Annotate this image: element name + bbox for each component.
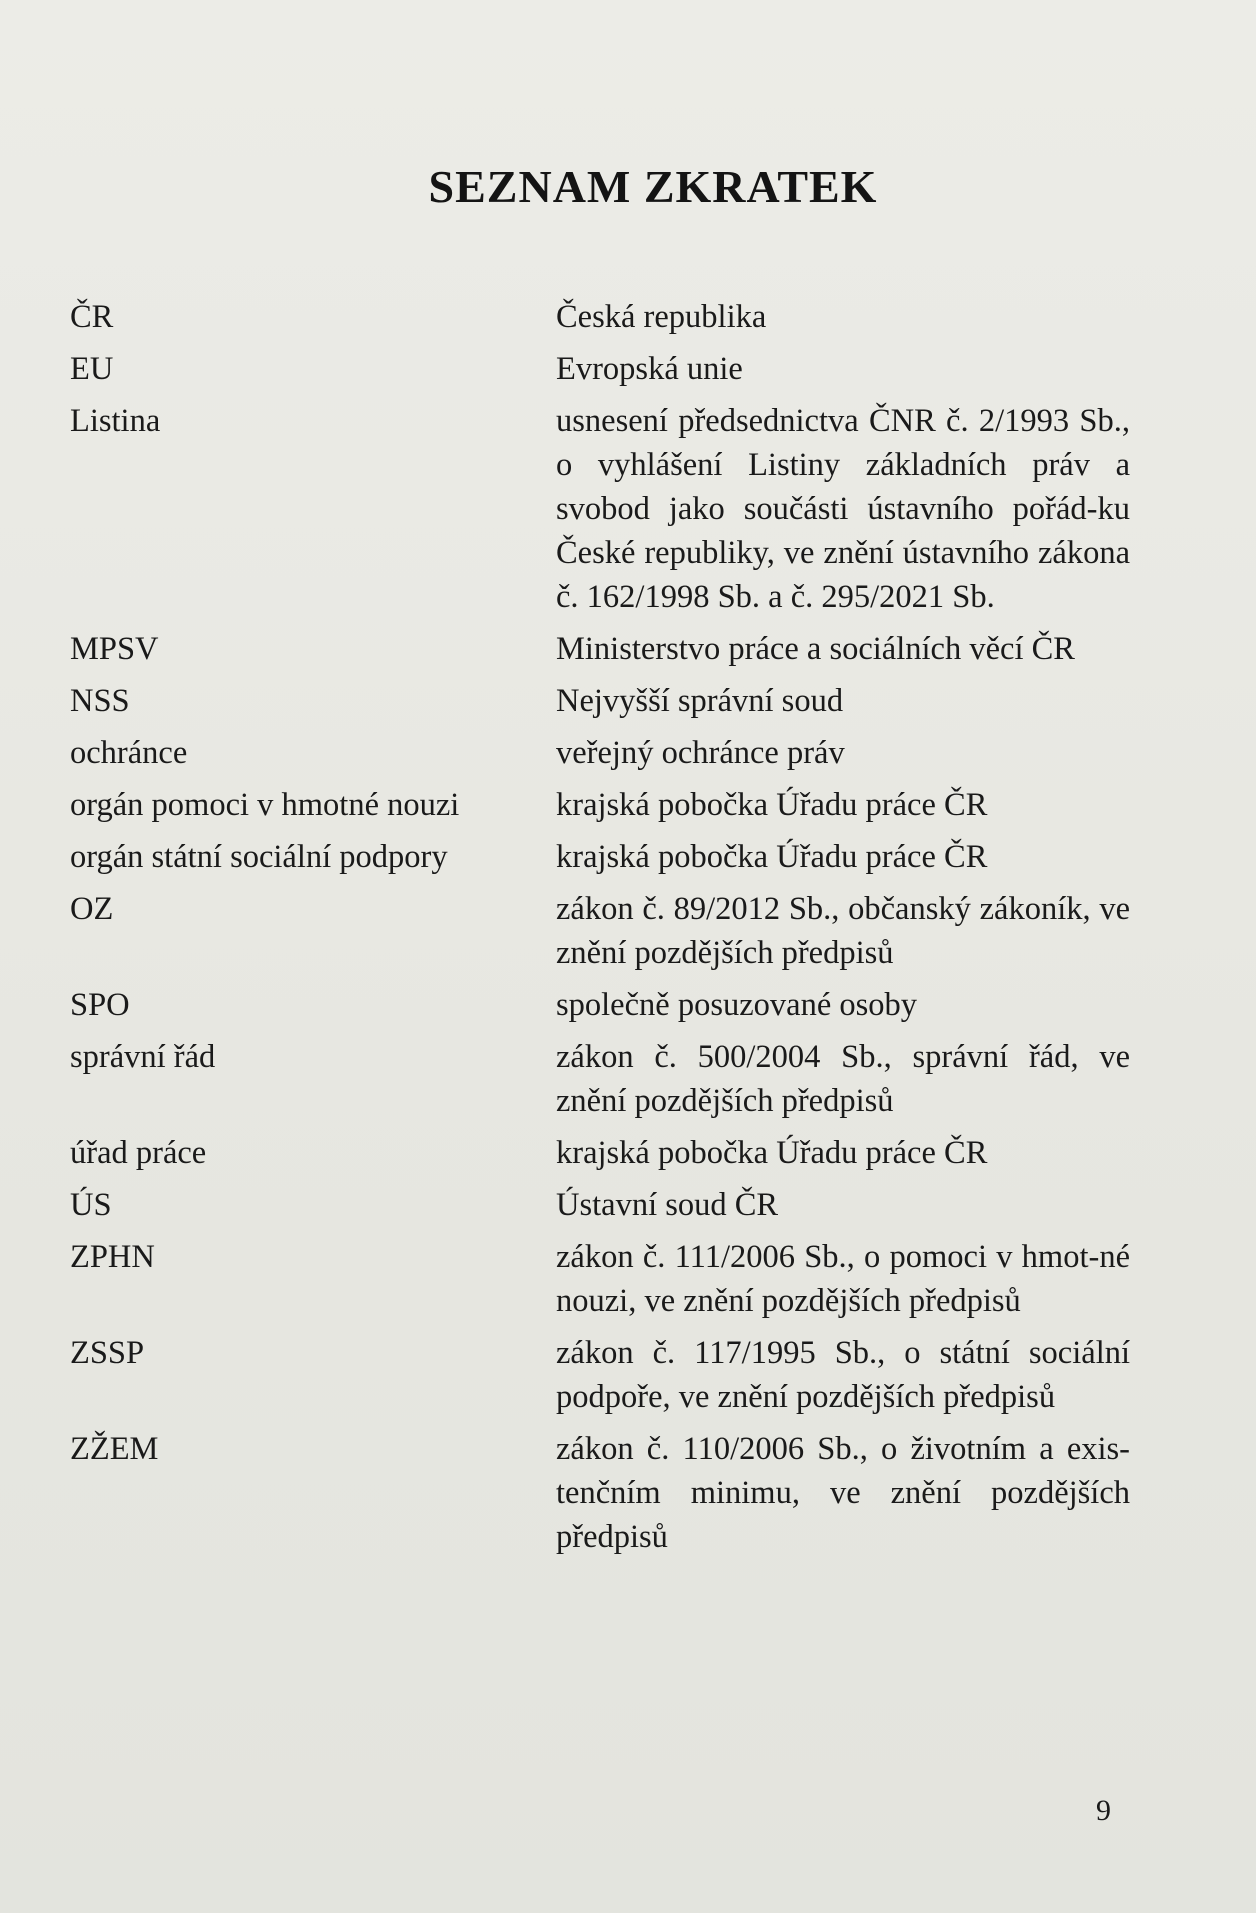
- abbreviation-meaning: zákon č. 111/2006 Sb., o pomoci v hmot-né nouzi, ve znění pozdějších předpisů: [556, 1239, 1130, 1319]
- abbreviation-entry: [70, 983, 1130, 1027]
- abbreviation-entry: [70, 887, 1130, 975]
- abbreviation-meaning: krajská pobočka Úřadu práce ČR: [556, 1135, 988, 1171]
- abbreviation-meaning: veřejný ochránce práv: [556, 735, 845, 771]
- abbreviation-entry: [70, 1427, 1130, 1559]
- abbreviation-entry: [70, 679, 1130, 723]
- abbreviation-term: ÚS: [70, 1187, 112, 1223]
- abbreviation-term: MPSV: [70, 631, 159, 667]
- abbreviation-meaning: společně posuzované osoby: [556, 987, 918, 1023]
- abbreviation-list: [70, 295, 1130, 1567]
- abbreviation-term: Listina: [70, 403, 161, 439]
- abbreviation-entry: [70, 1183, 1130, 1227]
- abbreviation-meaning: krajská pobočka Úřadu práce ČR: [556, 839, 988, 875]
- abbreviation-entry: [70, 783, 1130, 827]
- abbreviation-entry: [70, 347, 1130, 391]
- abbreviation-entry: [70, 1235, 1130, 1323]
- page-number: 9: [1096, 1794, 1111, 1827]
- abbreviation-meaning: krajská pobočka Úřadu práce ČR: [556, 787, 988, 823]
- abbreviation-term: ZSSP: [70, 1335, 145, 1371]
- abbreviation-entry: [70, 1331, 1130, 1419]
- abbreviation-entry: [70, 1131, 1130, 1175]
- abbreviation-entry: [70, 399, 1130, 619]
- abbreviation-meaning: Nejvyšší správní soud: [556, 683, 844, 719]
- abbreviation-meaning: usnesení předsednictva ČNR č. 2/1993 Sb., o vyhlášení Listiny základních práv a svobod jako součásti ústavního pořád-ku České republiky, ve znění ústavního zákona č. 162/1998 Sb. a č. 295/2021 Sb.: [556, 403, 1130, 615]
- abbreviation-meaning: zákon č. 500/2004 Sb., správní řád, ve znění pozdějších předpisů: [556, 1039, 1130, 1119]
- abbreviation-term: ochránce: [70, 735, 188, 771]
- abbreviation-meaning: zákon č. 110/2006 Sb., o životním a exis-tenčním minimu, ve znění pozdějších předpisů: [556, 1431, 1130, 1555]
- abbreviation-term: ZPHN: [70, 1239, 155, 1275]
- abbreviation-term: úřad práce: [70, 1135, 207, 1171]
- abbreviation-term: OZ: [70, 891, 114, 927]
- abbreviation-meaning: zákon č. 89/2012 Sb., občanský zákoník, ve znění pozdějších předpisů: [556, 891, 1130, 971]
- abbreviation-term: ZŽEM: [70, 1431, 159, 1467]
- abbreviation-term: ČR: [70, 299, 114, 335]
- abbreviation-entry: [70, 627, 1130, 671]
- abbreviation-term: NSS: [70, 683, 130, 719]
- abbreviation-entry: [70, 731, 1130, 775]
- abbreviation-meaning: zákon č. 117/1995 Sb., o státní sociální podpoře, ve znění pozdějších předpisů: [556, 1335, 1130, 1415]
- abbreviation-term: správní řád: [70, 1039, 216, 1075]
- page-title: SEZNAM ZKRATEK: [428, 161, 878, 212]
- abbreviation-entry: [70, 295, 1130, 339]
- abbreviation-meaning: Česká republika: [556, 299, 767, 335]
- abbreviation-meaning: Evropská unie: [556, 351, 743, 387]
- abbreviation-term: SPO: [70, 987, 130, 1023]
- abbreviation-entry: [70, 1035, 1130, 1123]
- abbreviation-term: orgán pomoci v hmotné nouzi: [70, 787, 460, 823]
- abbreviation-meaning: Ministerstvo práce a sociálních věcí ČR: [556, 631, 1075, 667]
- abbreviation-term: EU: [70, 351, 114, 387]
- abbreviation-entry: [70, 835, 1130, 879]
- abbreviation-meaning: Ústavní soud ČR: [556, 1187, 779, 1223]
- abbreviation-term: orgán státní sociální podpory: [70, 839, 448, 875]
